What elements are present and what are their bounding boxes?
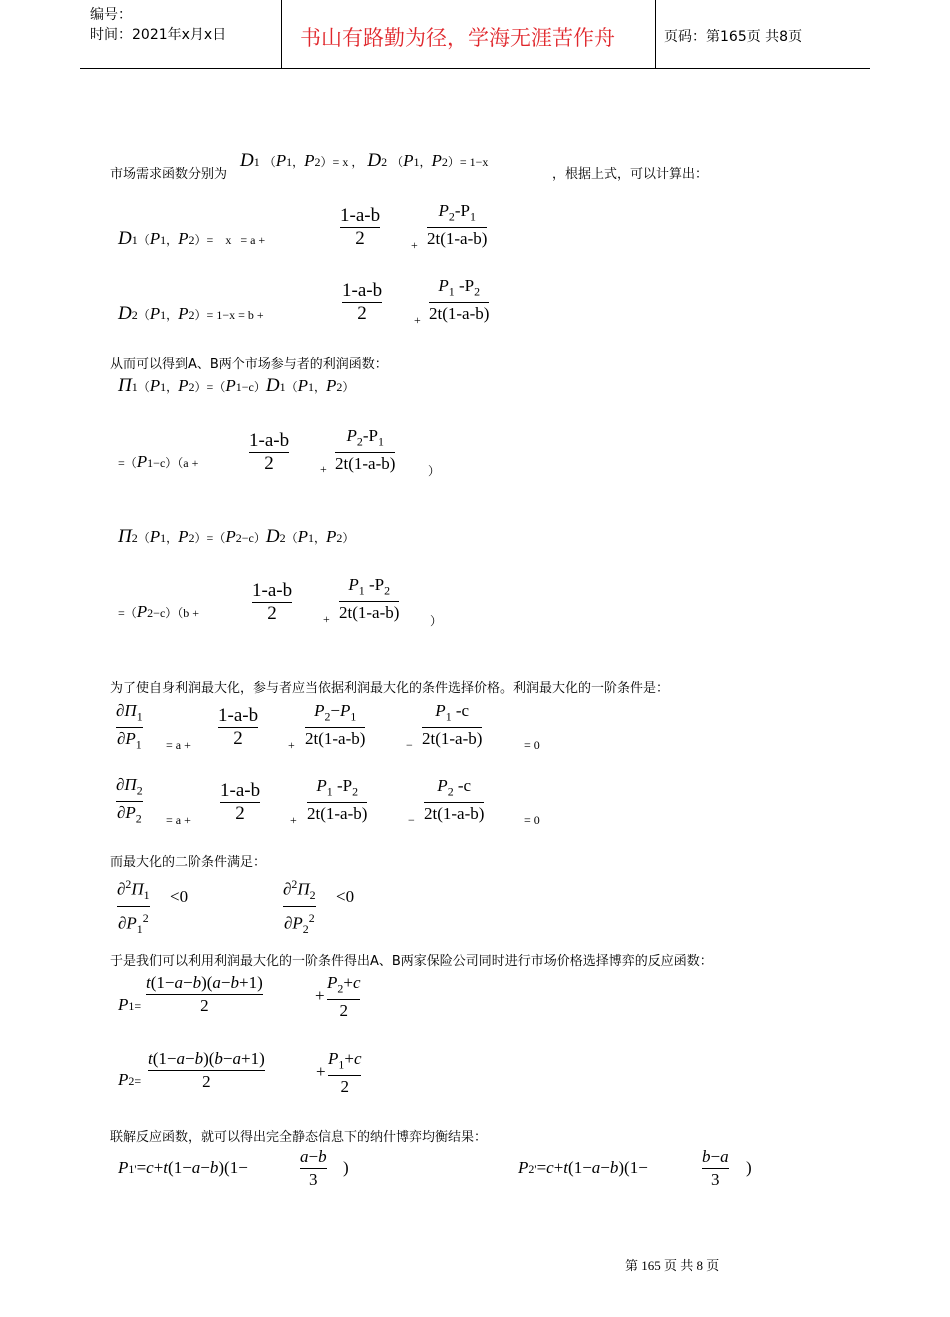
equation-profit1-expanded: =（P1−c）（a + (118, 452, 199, 471)
soc-intro-text: 而最大化的二阶条件满足： (110, 855, 267, 870)
reaction-intro-text: 于是我们可以利用利润最大化的一阶条件得出A、B两家保险公司同时进行市场价格选择博弈的反应函数： (110, 954, 713, 969)
close-paren: ） (430, 614, 443, 628)
fraction: $P_1$ $-P_2$ 2t(1-a-b) (307, 776, 368, 824)
equation-d2: D2（P1，P2）= 1−x = b + (118, 303, 264, 324)
minus-sign: − (406, 738, 413, 752)
nash-intro-text: 联解反应函数，就可以得出完全静态信息下的纳什博弈均衡结果： (110, 1130, 488, 1145)
fraction: 1-a-b 2 (342, 280, 383, 324)
partial-derivative: $\partial\Pi_1$ $\partial P_1$ (116, 701, 143, 752)
intro-text: 市场需求函数分别为 (110, 167, 228, 182)
equation-profit2-expanded: =（P2−c）（b + (118, 602, 200, 621)
plus-sign: + (316, 1062, 326, 1081)
fraction: 1-a-b 2 (220, 780, 261, 824)
minus-sign: − (408, 813, 415, 827)
fraction: 1-a-b 2 (252, 580, 293, 624)
close-paren: ） (428, 464, 441, 478)
equals-a-plus: = a + (166, 813, 191, 827)
fraction: $P_2$ -c 2t(1-a-b) (424, 776, 485, 824)
plus-sign: + (414, 313, 421, 327)
fraction: $P_2+c$ 2 (327, 973, 361, 1021)
equation-profit1: Π1（P1，P2）=（P1−c）D1（P1，P2） (118, 375, 355, 396)
fraction: b−a 3 (702, 1147, 729, 1189)
second-derivative: $\partial^2\Pi_2$ $\partial P_2^2$ (283, 877, 316, 937)
fraction: a−b 3 (300, 1147, 327, 1189)
close-paren: ) (343, 1158, 349, 1177)
header-time-label: 时间：2021年x月x日 (90, 27, 227, 43)
foc-intro-text: 为了使自身利润最大化，参与者应当依据利润最大化的条件选择价格。利润最大化的一阶条件是： (110, 681, 670, 696)
plus-sign: + (320, 462, 327, 476)
fraction: $P_1$ $-P_2$ 2t(1-a-b) (339, 575, 400, 623)
fraction: 1-a-b 2 (249, 430, 290, 474)
plus-sign: + (288, 738, 295, 752)
footer-page-number: 第 165 页 共 8 页 (625, 1258, 720, 1273)
reaction-p2-label: P2= (118, 1070, 142, 1089)
plus-sign: + (323, 612, 330, 626)
fraction: 1-a-b 2 (218, 705, 259, 749)
demand-functions-inline: D1 （P1，P2）= x ， D2 （P1，P2）= 1−x (240, 150, 489, 171)
equation-d1: D1（P1，P2）= x = a + (118, 228, 266, 249)
fraction: $P_1$ $-P_2$ 2t(1-a-b) (429, 276, 490, 324)
plus-sign: + (411, 238, 418, 252)
intro-tail-text: ，根据上式，可以计算出： (552, 167, 709, 182)
equation-profit2: Π2（P1，P2）=（P2−c）D2（P1，P2） (118, 526, 355, 547)
equals-a-plus: = a + (166, 738, 191, 752)
fraction: $P_2-P_1$ 2t(1-a-b) (305, 701, 366, 749)
fraction: $P_2-P_1$ 2t(1-a-b) (335, 426, 396, 474)
header-divider (281, 0, 282, 68)
fraction: 1-a-b 2 (340, 205, 381, 249)
equals-zero: = 0 (524, 738, 540, 752)
fraction: t(1−a−b)(a−b+1) 2 (146, 973, 263, 1015)
header-number-label: 编号： (90, 7, 132, 23)
second-derivative: $\partial^2\Pi_1$ $\partial P_1^2$ (117, 877, 150, 937)
partial-derivative: $\partial\Pi_2$ $\partial P_2$ (116, 775, 143, 826)
fraction: $P_1+c$ 2 (328, 1049, 362, 1097)
nash-p1-equation: P1'=c+t(1−a−b)(1− (118, 1158, 248, 1177)
fraction: $P_1$ -c 2t(1-a-b) (422, 701, 483, 749)
close-paren: ) (746, 1158, 752, 1177)
plus-sign: + (315, 986, 325, 1005)
fraction: t(1−a−b)(b−a+1) 2 (148, 1049, 265, 1091)
header-divider (655, 0, 656, 68)
less-than-zero: <0 (170, 887, 189, 906)
fraction: $P_2-P_1$ 2t(1-a-b) (427, 201, 488, 249)
plus-sign: + (290, 813, 297, 827)
profit-intro-text: 从而可以得到A、B两个市场参与者的利润函数： (110, 357, 388, 372)
header-page-code: 页码：第165页 共8页 (664, 29, 803, 45)
less-than-zero: <0 (336, 887, 355, 906)
reaction-p1-label: P1= (118, 995, 142, 1014)
equals-zero: = 0 (524, 813, 540, 827)
header-motto: 书山有路勤为径，学海无涯苦作舟 (300, 26, 615, 50)
nash-p2-equation: P2'=c+t(1−a−b)(1− (518, 1158, 648, 1177)
